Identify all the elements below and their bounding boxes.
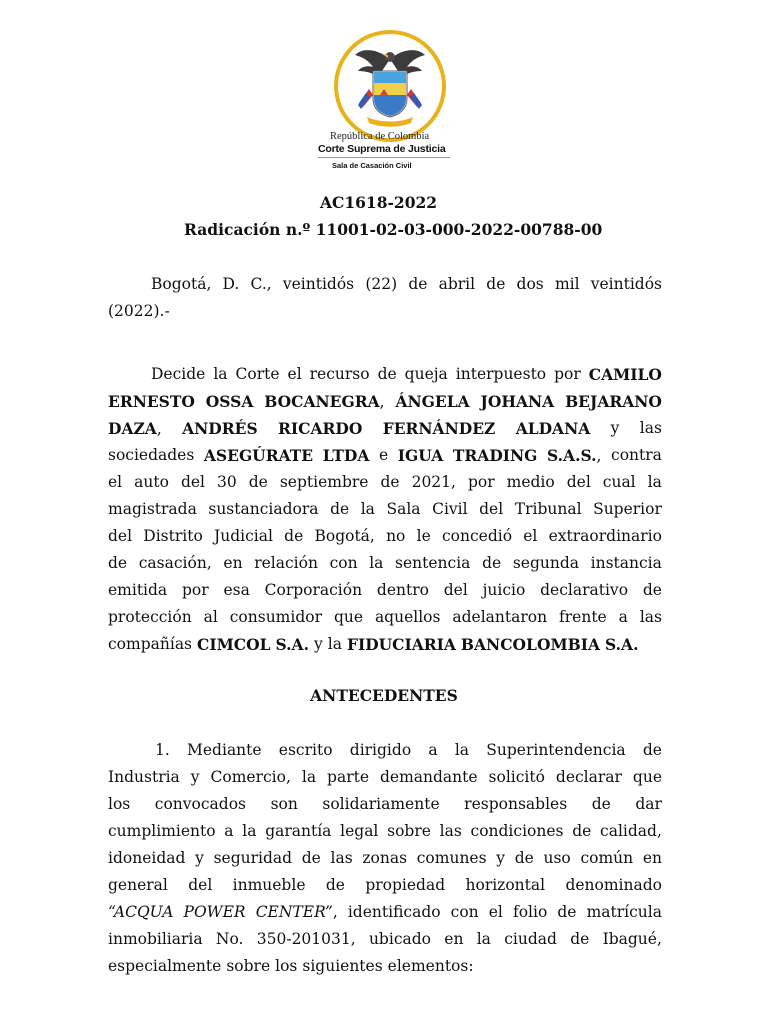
- word: BEJARANO: [565, 392, 662, 411]
- word: del: [443, 581, 468, 599]
- word: OSSA: [205, 392, 254, 411]
- court-emblem-icon: [333, 29, 447, 143]
- word: general: [108, 876, 168, 894]
- word: especialmente: [108, 957, 222, 975]
- word: medio: [506, 473, 555, 491]
- word: de: [572, 822, 592, 840]
- word: recurso: [309, 365, 370, 383]
- word: horizontal: [465, 876, 546, 894]
- word: del: [479, 500, 504, 518]
- word: queja: [404, 365, 448, 383]
- word: ASEGÚRATE: [203, 446, 314, 465]
- word: los: [275, 957, 298, 975]
- word: CAMILO: [588, 365, 662, 384]
- word: CENTER”,: [255, 903, 338, 921]
- chamber-name: Sala de Casación Civil: [332, 161, 412, 170]
- word: sentencia: [395, 554, 471, 572]
- word: ÁNGELA: [395, 392, 470, 411]
- word: por: [181, 581, 209, 599]
- word: demandante: [379, 768, 478, 786]
- word: D.: [222, 275, 240, 293]
- word: RICARDO: [278, 419, 363, 438]
- word: magistrada: [108, 500, 197, 518]
- word: Tribunal: [514, 500, 582, 518]
- word: del: [180, 473, 205, 491]
- word: instancia: [590, 554, 662, 572]
- word: cumplimiento: [108, 822, 216, 840]
- word: seguridad: [213, 849, 293, 867]
- word: la: [213, 365, 228, 383]
- word: contra: [611, 446, 662, 464]
- word: garantía: [265, 822, 332, 840]
- word: y: [610, 419, 620, 437]
- word: siguientes: [302, 957, 383, 975]
- word: los: [108, 795, 131, 813]
- word: legal: [340, 822, 379, 840]
- word: BANCOLOMBIA: [460, 635, 600, 654]
- word: Mediante: [187, 741, 262, 759]
- text-line: [108, 604, 662, 631]
- word: a: [224, 822, 234, 840]
- word: 350-201031,: [256, 930, 356, 948]
- word: concedió: [441, 527, 513, 545]
- word: dos: [516, 275, 544, 293]
- text-line: [108, 388, 662, 415]
- word: la: [301, 768, 317, 786]
- word: de: [301, 849, 321, 867]
- word: zonas: [362, 849, 408, 867]
- document-code: AC1618-2022: [320, 193, 438, 212]
- word: adelantaron: [452, 608, 548, 626]
- word: Civil: [432, 500, 468, 518]
- date-paragraph: [108, 271, 662, 325]
- word: del: [188, 876, 213, 894]
- word: propiedad: [365, 876, 446, 894]
- word: 2021,: [411, 473, 456, 491]
- text-line: [108, 631, 662, 658]
- word: FERNÁNDEZ: [382, 419, 496, 438]
- word: el: [108, 473, 123, 491]
- word: del: [108, 527, 133, 545]
- word: la: [327, 635, 342, 653]
- word: elementos:: [387, 957, 474, 975]
- word: la: [454, 741, 470, 759]
- word: folio: [512, 903, 548, 921]
- word: al: [203, 608, 218, 626]
- word: CIMCOL: [197, 635, 271, 654]
- word: relación: [254, 554, 318, 572]
- word: y: [190, 768, 200, 786]
- word: la: [242, 822, 257, 840]
- word: solidariamente: [322, 795, 440, 813]
- word: la: [476, 930, 491, 948]
- word: cual: [602, 473, 636, 491]
- word: auto: [134, 473, 169, 491]
- word: FIDUCIARIA: [346, 635, 456, 654]
- date-line-2: [108, 298, 662, 325]
- word: inmueble: [232, 876, 306, 894]
- word: veintidós: [282, 275, 355, 293]
- word: de: [248, 473, 268, 491]
- word: de: [642, 581, 662, 599]
- word: 30: [217, 473, 237, 491]
- word: de: [591, 795, 611, 813]
- word: veintidós: [590, 275, 662, 293]
- word: C.,: [250, 275, 272, 293]
- word: por: [554, 365, 581, 383]
- word: parte: [327, 768, 370, 786]
- word: calidad,: [600, 822, 662, 840]
- radicacion-number: Radicación n.º 11001-02-03-000-2022-00788-00: [184, 220, 603, 239]
- word: Decide: [151, 365, 206, 383]
- word: uso: [543, 849, 571, 867]
- word: e: [378, 446, 389, 464]
- word: el: [523, 527, 538, 545]
- word: solicitó: [488, 768, 545, 786]
- word: convocados: [154, 795, 247, 813]
- word: mil: [554, 275, 580, 293]
- word: inmobiliaria: [108, 930, 203, 948]
- word: esa: [223, 581, 250, 599]
- word: del: [566, 473, 591, 491]
- word: identificado: [347, 903, 441, 921]
- intro-paragraph: [108, 361, 662, 658]
- word: Distrito: [143, 527, 203, 545]
- word: protección: [108, 608, 192, 626]
- word: en: [223, 554, 243, 572]
- word: en: [444, 930, 464, 948]
- word: JOHANA: [480, 392, 555, 411]
- word: POWER: [183, 903, 246, 921]
- word: (2022).-: [108, 302, 170, 320]
- word: interpuesto: [455, 365, 547, 383]
- word: casación,: [138, 554, 212, 572]
- word: y: [496, 849, 506, 867]
- word: de: [377, 365, 397, 383]
- text-line: [108, 872, 662, 899]
- word: la: [647, 473, 662, 491]
- word: con: [329, 554, 358, 572]
- word: consumidor: [229, 608, 323, 626]
- word: 1.: [155, 741, 170, 759]
- word: en: [642, 849, 662, 867]
- word: dirigido: [349, 741, 412, 759]
- word: ubicado: [368, 930, 431, 948]
- word: que: [333, 608, 364, 626]
- word: dar: [635, 795, 662, 813]
- text-line: [108, 469, 662, 496]
- word: DAZA,: [108, 419, 162, 438]
- text-line: [108, 577, 662, 604]
- court-name: Corte Suprema de Justicia: [318, 143, 450, 158]
- word: condiciones: [470, 822, 564, 840]
- word: de: [325, 876, 345, 894]
- text-line: [108, 764, 662, 791]
- word: S.A.: [605, 635, 639, 654]
- text-line: [108, 953, 662, 980]
- word: S.A.S.,: [547, 446, 602, 465]
- word: Sala: [386, 500, 421, 518]
- text-line: [108, 361, 662, 388]
- word: aquellos: [374, 608, 441, 626]
- word: Superior: [593, 500, 662, 518]
- word: TRADING: [452, 446, 538, 465]
- word: Superintendencia: [486, 741, 626, 759]
- word: extraordinario: [548, 527, 662, 545]
- word: responsables: [464, 795, 568, 813]
- word: Corporación: [264, 581, 363, 599]
- word: las: [330, 849, 353, 867]
- word: Corte: [235, 365, 280, 383]
- word: segunda: [512, 554, 579, 572]
- word: de: [642, 741, 662, 759]
- text-line: [108, 926, 662, 953]
- word: no: [386, 527, 406, 545]
- word: son: [270, 795, 298, 813]
- text-line: [108, 818, 662, 845]
- word: compañías: [108, 635, 193, 653]
- word: sociedades: [108, 446, 195, 464]
- country-name: República de Colombia: [330, 131, 430, 142]
- word: abril: [438, 275, 476, 293]
- word: dentro: [376, 581, 429, 599]
- word: LTDA: [322, 446, 370, 465]
- word: idoneidad: [108, 849, 186, 867]
- word: y: [313, 635, 323, 653]
- word: de: [108, 554, 128, 572]
- word: de: [408, 275, 428, 293]
- word: ERNESTO: [108, 392, 195, 411]
- word: comunes: [416, 849, 487, 867]
- word: BOCANEGRA,: [264, 392, 385, 411]
- word: (22): [365, 275, 398, 293]
- word: ciudad: [504, 930, 557, 948]
- word: declarativo: [540, 581, 629, 599]
- word: declarar: [555, 768, 622, 786]
- word: emitida: [108, 581, 168, 599]
- text-line: [108, 845, 662, 872]
- word: frente: [559, 608, 607, 626]
- word: de: [482, 554, 502, 572]
- word: de: [486, 275, 506, 293]
- section-heading-antecedentes: ANTECEDENTES: [310, 686, 458, 705]
- text-line: [108, 899, 662, 926]
- word: de: [284, 527, 304, 545]
- word: el: [488, 903, 503, 921]
- word: las: [639, 419, 662, 437]
- word: IGUA: [397, 446, 444, 465]
- institution-block: [318, 131, 450, 170]
- word: S.A.: [275, 635, 309, 654]
- word: de: [330, 500, 350, 518]
- antecedentes-paragraph: [108, 737, 662, 980]
- word: Comercio,: [210, 768, 291, 786]
- word: de: [380, 473, 400, 491]
- word: de: [557, 903, 577, 921]
- date-line-1: [108, 271, 662, 298]
- word: ANDRÉS: [182, 419, 258, 438]
- word: Industria: [108, 768, 180, 786]
- word: le: [416, 527, 431, 545]
- word: “ACQUA: [108, 903, 174, 921]
- text-line: [108, 496, 662, 523]
- word: a: [618, 608, 628, 626]
- word: denominado: [565, 876, 662, 894]
- word: de: [514, 849, 534, 867]
- word: común: [580, 849, 634, 867]
- word: sustanciadora: [208, 500, 319, 518]
- word: matrícula: [586, 903, 662, 921]
- word: que: [632, 768, 662, 786]
- word: juicio: [482, 581, 526, 599]
- text-line: [108, 737, 662, 764]
- text-line: [108, 791, 662, 818]
- word: ALDANA: [515, 419, 591, 438]
- word: septiembre: [279, 473, 369, 491]
- word: escrito: [278, 741, 333, 759]
- word: sobre: [387, 822, 431, 840]
- word: Bogotá,: [151, 275, 212, 293]
- text-line: [108, 415, 662, 442]
- word: No.: [215, 930, 244, 948]
- word: sobre: [226, 957, 271, 975]
- word: con: [450, 903, 479, 921]
- word: las: [439, 822, 462, 840]
- word: de: [570, 930, 590, 948]
- word: la: [369, 554, 384, 572]
- word: las: [639, 608, 662, 626]
- text-line: [108, 523, 662, 550]
- word: a: [428, 741, 438, 759]
- text-line: [108, 442, 662, 469]
- word: Judicial: [214, 527, 273, 545]
- word: y: [195, 849, 204, 867]
- word: Ibagué,: [602, 930, 662, 948]
- word: Bogotá,: [314, 527, 375, 545]
- word: por: [467, 473, 495, 491]
- word: el: [287, 365, 302, 383]
- text-line: [108, 550, 662, 577]
- word: la: [360, 500, 375, 518]
